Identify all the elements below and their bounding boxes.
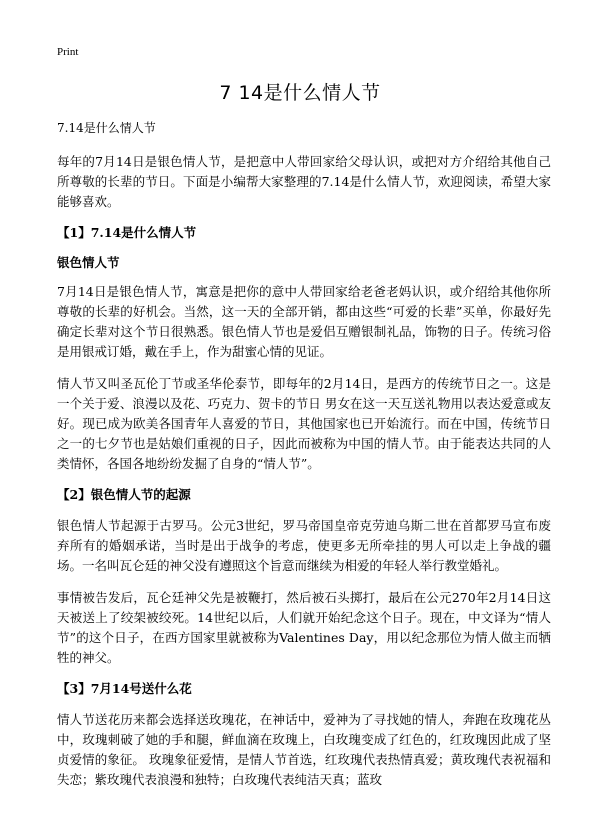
section-1-paragraph-1: 7月14日是银色情人节，寓意是把你的意中人带回家给老爸老妈认识，或介绍给其他你所尊敬的长辈的好机会。当然，这一天的全部开销，都由这些“可爱的长辈”买单，你最好先确定长辈对这个节日很熟悉。银色情人节也是爱侣互赠银制礼品，饰物的日子。传统习俗是用银戒订婚，戴在手上，作为甜蜜心情的见证。: [57, 284, 551, 359]
page-title: 7 14是什么情人节: [219, 82, 381, 104]
section-3-paragraph-1: 情人节送花历来都会选择送玫瑰花，在神话中，爱神为了寻找她的情人，奔跑在玫瑰花丛中，玫瑰刺破了她的手和腿，鲜血滴在玫瑰上，白玫瑰变成了红色的，红玫瑰因此成了坚贞爱情的象征。 玫瑰象征爱情，是情人节首选，红玫瑰代表热情真爱；黄玫瑰代表祝福和失恋；紫玫瑰代表浪漫和独特；白玫瑰代表纯洁天真；蓝玫: [57, 712, 551, 787]
article-subtitle: 7.14是什么情人节: [57, 121, 156, 135]
section-3-heading: 【3】7月14号送什么花: [57, 681, 192, 696]
section-2-heading: 【2】银色情人节的起源: [57, 487, 191, 502]
intro-paragraph: 每年的7月14日是银色情人节，是把意中人带回家给父母认识，或把对方介绍给其他自己所尊敬的长辈的节日。下面是小编帮大家整理的7.14是什么情人节，欢迎阅读，希望大家能够喜欢。: [57, 154, 551, 209]
print-link[interactable]: Print: [57, 46, 79, 58]
section-1-subheading: 银色情人节: [57, 255, 120, 270]
section-2-paragraph-2: 事情被告发后，瓦仑廷神父先是被鞭打，然后被石头掷打，最后在公元270年2月14日这天被送上了绞架被绞死。14世纪以后，人们就开始纪念这个日子。现在，中文译为“情人节”的这个日子，在西方国家里就被称为Valentines Day，用以纪念那位为情人做主而牺牲的神父。: [57, 590, 551, 665]
section-1-paragraph-2: 情人节又叫圣瓦伦丁节或圣华伦泰节，即每年的2月14日，是西方的传统节日之一。这是一个关于爱、浪漫以及花、巧克力、贺卡的节日 男女在这一天互送礼物用以表达爱意或友好。现已成为欧美各国青年人喜爱的节日，其他国家也已开始流行。而在中国，传统节日之一的七夕节也是姑娘们重视的日子，因此而被称为中国的情人节。由于能表达共同的人类情怀，各国各地纷纷发掘了自身的“情人节”。: [57, 376, 551, 471]
section-2-paragraph-1: 银色情人节起源于古罗马。公元3世纪，罗马帝国皇帝克劳迪乌斯二世在首都罗马宣布废弃所有的婚姻承诺，当时是出于战争的考虑，使更多无所牵挂的男人可以走上争战的疆场。一名叫瓦仑廷的神父没有遵照这个旨意而继续为相爱的年轻人举行教堂婚礼。: [57, 518, 551, 573]
article-body: [57, 120, 551, 802]
section-1-heading: 【1】7.14是什么情人节: [57, 225, 197, 240]
